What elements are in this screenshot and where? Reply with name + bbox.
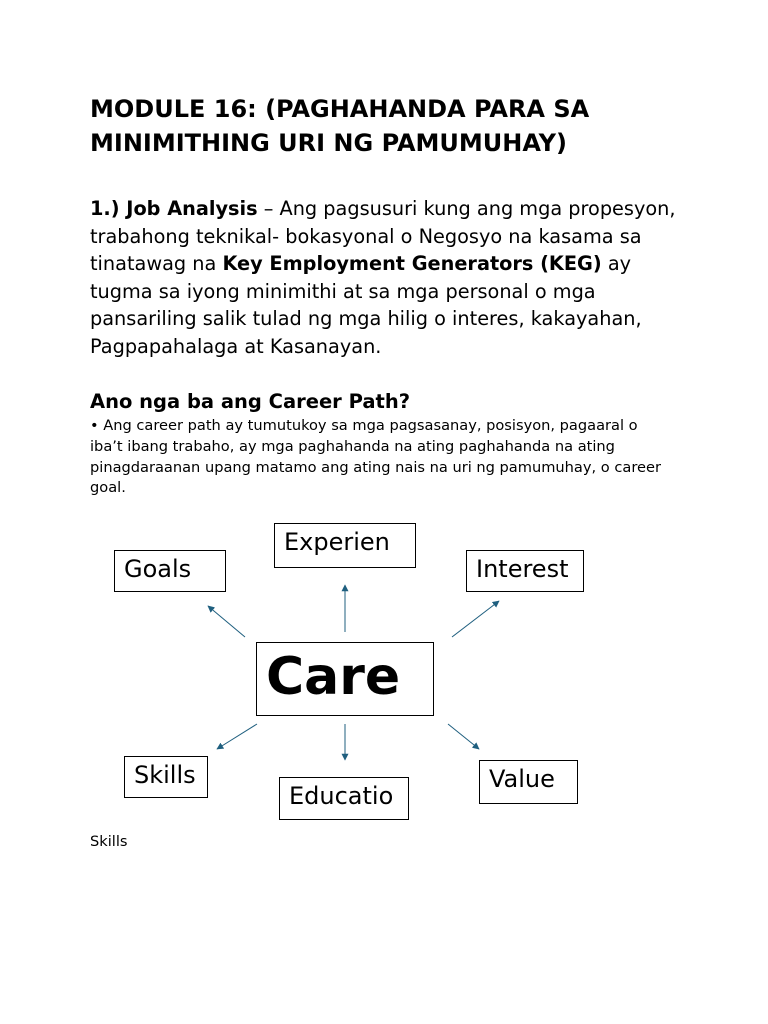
value-label: Value: [489, 765, 555, 793]
experience-label: Experien: [284, 528, 390, 556]
skills-box: [124, 756, 208, 798]
career-path-bullet: • Ang career path ay tumutukoy sa mga pagsasanay, posisyon, pagaaral o iba’t ibang trabaho, ay mga paghahanda na ating paghahanda na ating pinagdaraanan upang matamo ang ating nais na uri ng pamumuhay, o career goal.: [90, 417, 661, 497]
keg-term: Key Employment Generators (KEG): [222, 252, 602, 275]
arrow-to-skills: [217, 724, 257, 749]
job-analysis-text-2: ay tugma sa iyong minimithi at sa mga personal o mga pansariling salik tulad ng mga hilig o interes, kakayahan, Pagpapahalaga at Kasanayan.: [90, 252, 642, 358]
career-center-label: Care: [266, 647, 401, 707]
module-title: MODULE 16: (PAGHAHANDA PARA SA MINIMITHING URI NG PAMUMUHAY): [90, 95, 590, 157]
job-analysis-lead: 1.) Job Analysis: [90, 197, 258, 220]
footer-skills-text: Skills: [90, 833, 128, 850]
job-analysis-text-1: – Ang pagsusuri kung ang mga propesyon, trabahong teknikal- bokasyonal o Negosyo na kasama sa tinatawag na: [90, 197, 676, 275]
education-label: Educatio: [289, 782, 394, 810]
career-path-heading: Ano nga ba ang Career Path?: [90, 390, 411, 413]
arrow-to-goals: [208, 606, 245, 637]
job-analysis-paragraph: [90, 195, 690, 360]
interest-label: Interest: [476, 555, 569, 583]
experience-box: [274, 523, 416, 568]
interest-box: [466, 550, 584, 592]
arrow-to-value: [448, 724, 479, 749]
arrow-to-interest: [452, 601, 499, 637]
education-box: [279, 777, 409, 820]
goals-label: Goals: [124, 555, 192, 583]
skills-label: Skills: [134, 761, 196, 789]
career-center-box: [256, 642, 434, 716]
goals-box: [114, 550, 226, 592]
value-box: [479, 760, 578, 804]
